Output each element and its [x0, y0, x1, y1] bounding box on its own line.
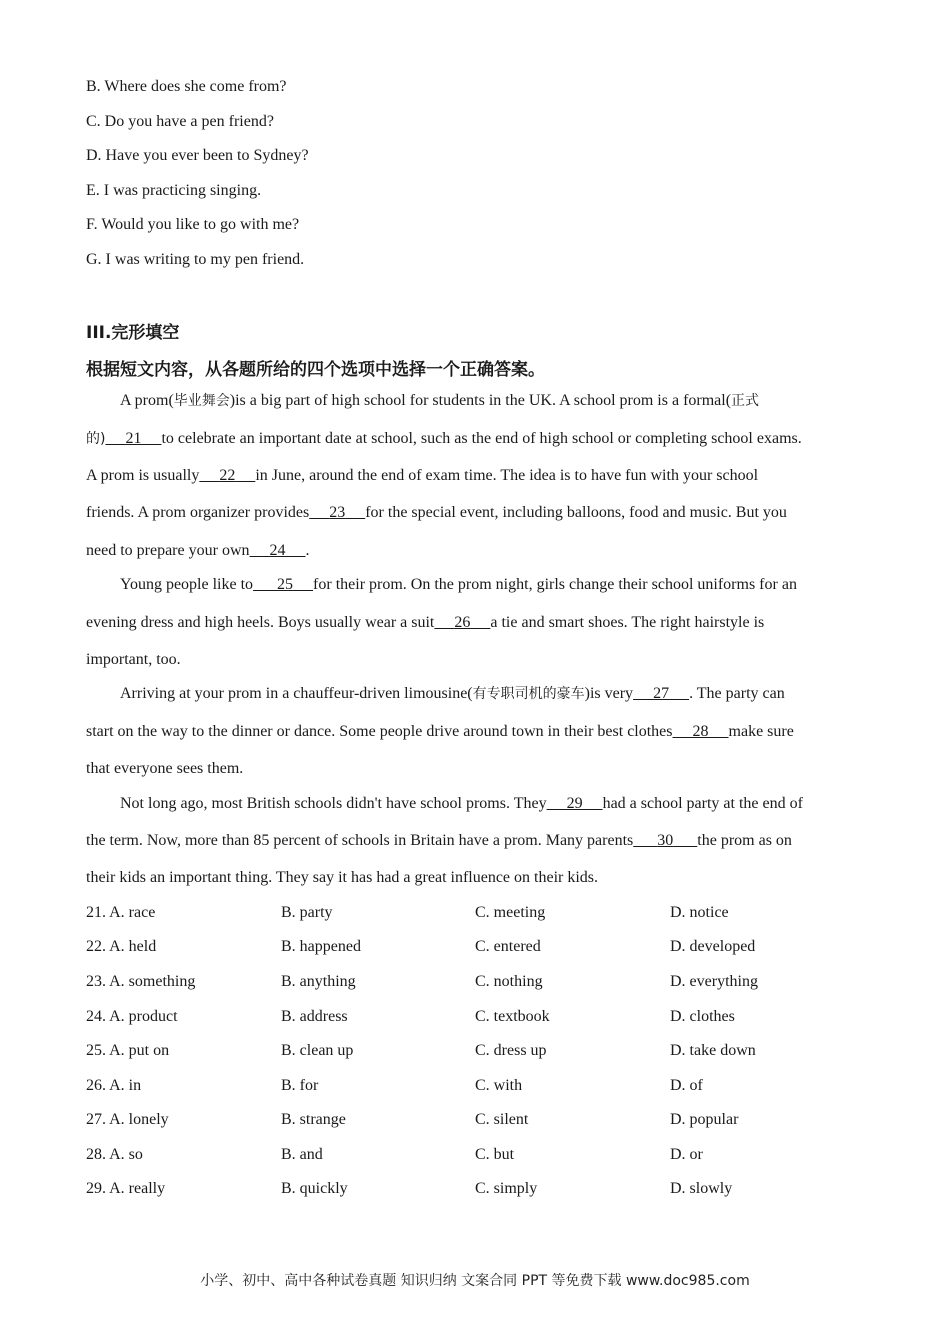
choice-c: C. textbook	[475, 1008, 550, 1025]
passage-line: A prom is usually 22 in June, around the end of exam time. The idea is to have fun with your school	[86, 467, 759, 484]
blank-21: 21	[125, 430, 142, 447]
choice-a: 24. A. product	[86, 1008, 178, 1025]
answer-option-g: G. I was writing to my pen friend.	[86, 251, 305, 268]
question-row-29	[86, 1179, 866, 1199]
blank-24: 24	[269, 542, 286, 559]
choice-b: B. quickly	[281, 1180, 348, 1197]
choice-d: D. developed	[670, 938, 756, 955]
blank-30: 30	[657, 832, 674, 849]
choice-c: C. silent	[475, 1111, 529, 1128]
choice-a: 23. A. something	[86, 973, 196, 990]
choice-b: B. anything	[281, 973, 356, 990]
choice-a: 27. A. lonely	[86, 1111, 169, 1128]
section-instruction: 根据短文内容，从各题所给的四个选项中选择一个正确答案。	[86, 360, 545, 380]
choice-d: D. popular	[670, 1111, 739, 1128]
choice-a: 29. A. really	[86, 1180, 166, 1197]
choice-d: D. of	[670, 1077, 703, 1094]
choice-d: D. clothes	[670, 1008, 735, 1025]
choice-b: B. for	[281, 1077, 319, 1094]
answer-option-b: B. Where does she come from?	[86, 78, 287, 95]
choice-b: B. and	[281, 1146, 323, 1163]
choice-c: C. with	[475, 1077, 523, 1094]
passage-line: the term. Now, more than 85 percent of schools in Britain have a prom. Many parents 30 the prom as on	[86, 832, 792, 849]
choice-b: B. happened	[281, 938, 361, 955]
choice-a: 26. A. in	[86, 1077, 142, 1094]
passage-line: 的) 21 to celebrate an important date at school, such as the end of high school or completing school exams.	[86, 430, 802, 447]
choice-c: C. meeting	[475, 904, 546, 921]
choice-c: C. simply	[475, 1180, 538, 1197]
answer-option-f: F. Would you like to go with me?	[86, 216, 300, 233]
answer-option-d: D. Have you ever been to Sydney?	[86, 147, 309, 164]
blank-28: 28	[692, 723, 709, 740]
question-row-25	[86, 1041, 866, 1061]
choice-b: B. clean up	[281, 1042, 354, 1059]
answer-option-c: C. Do you have a pen friend?	[86, 113, 274, 130]
question-row-27	[86, 1110, 866, 1130]
answer-option-e: E. I was practicing singing.	[86, 182, 262, 199]
choice-c: C. dress up	[475, 1042, 547, 1059]
passage-line: A prom(毕业舞会)is a big part of high school for students in the UK. A school prom is a formal(正式	[120, 392, 760, 409]
question-row-28	[86, 1145, 866, 1165]
choice-c: C. entered	[475, 938, 541, 955]
question-row-21	[86, 903, 866, 923]
section-title: III.完形填空	[86, 323, 180, 343]
choice-d: D. take down	[670, 1042, 756, 1059]
choice-c: C. nothing	[475, 973, 543, 990]
passage-line: Young people like to 25 for their prom. On the prom night, girls change their school uniforms for an	[120, 576, 797, 593]
passage-line: need to prepare your own 24 .	[86, 542, 310, 559]
blank-23: 23	[329, 504, 346, 521]
choice-a: 25. A. put on	[86, 1042, 170, 1059]
question-row-23	[86, 972, 866, 992]
choice-d: D. or	[670, 1146, 703, 1163]
choice-b: B. party	[281, 904, 333, 921]
passage-line: that everyone sees them.	[86, 760, 244, 777]
blank-25: 25	[277, 576, 294, 593]
passage-line: important, too.	[86, 651, 181, 668]
choice-b: B. strange	[281, 1111, 346, 1128]
choice-a: 21. A. race	[86, 904, 156, 921]
choice-d: D. slowly	[670, 1180, 733, 1197]
passage-line: start on the way to the dinner or dance. Some people drive around town in their best clothes 28 make sure	[86, 723, 794, 740]
passage-line: Not long ago, most British schools didn't have school proms. They 29 had a school party at the end of	[120, 795, 803, 812]
blank-29: 29	[566, 795, 583, 812]
passage-line: evening dress and high heels. Boys usually wear a suit 26 a tie and smart shoes. The right hairstyle is	[86, 614, 765, 631]
question-row-26	[86, 1076, 866, 1096]
choice-d: D. notice	[670, 904, 729, 921]
choice-c: C. but	[475, 1146, 515, 1163]
passage-line: friends. A prom organizer provides 23 for the special event, including balloons, food and music. But you	[86, 504, 787, 521]
passage-line: their kids an important thing. They say it has had a great influence on their kids.	[86, 869, 599, 886]
blank-22: 22	[219, 467, 236, 484]
question-row-22	[86, 937, 866, 957]
blank-27: 27	[653, 685, 670, 702]
passage-line: Arriving at your prom in a chauffeur-driven limousine(有专职司机的豪车)is very 27 . The party can	[120, 685, 785, 702]
question-row-24	[86, 1007, 866, 1027]
choice-d: D. everything	[670, 973, 758, 990]
choice-b: B. address	[281, 1008, 348, 1025]
choice-a: 22. A. held	[86, 938, 157, 955]
blank-26: 26	[454, 614, 471, 631]
page-footer: 小学、初中、高中各种试卷真题 知识归纳 文案合同 PPT 等免费下载 www.doc985.com	[200, 1273, 750, 1289]
choice-a: 28. A. so	[86, 1146, 143, 1163]
